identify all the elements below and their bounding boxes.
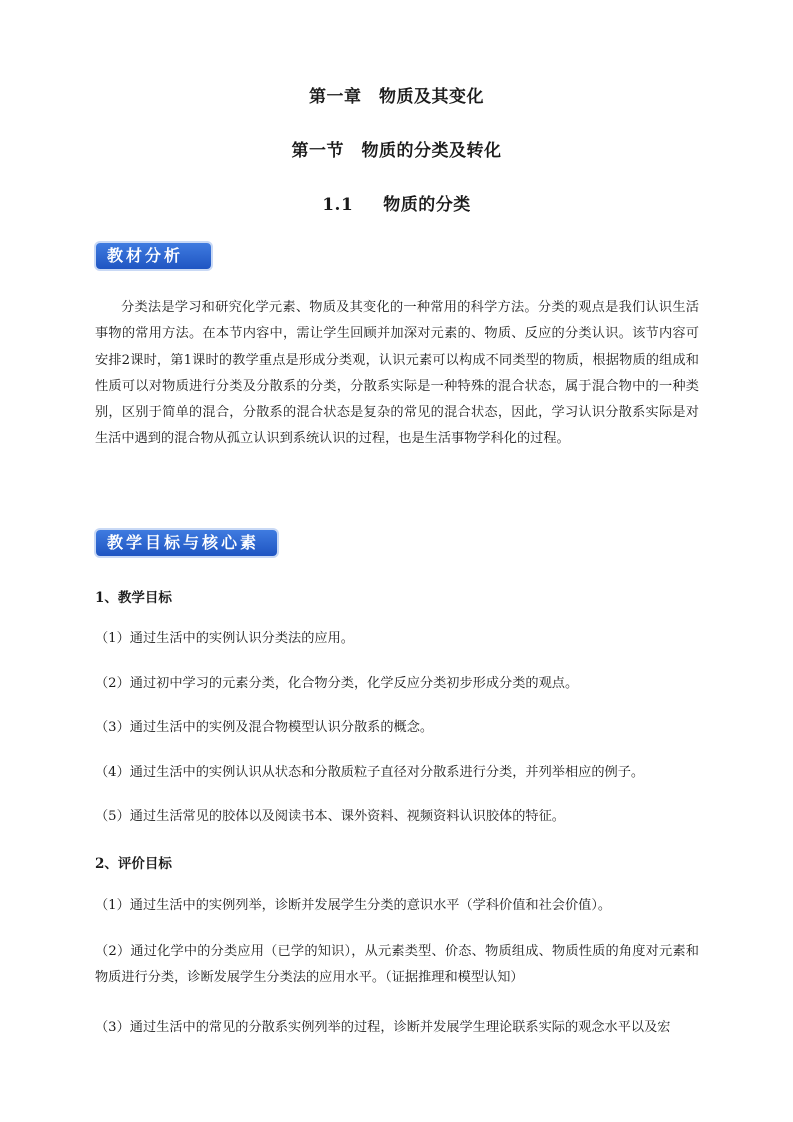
teaching-objective-item: （2）通过初中学习的元素分类，化合物分类，化学反应分类初步形成分类的观点。 [95,676,579,691]
lesson-title-line [0,190,793,215]
material-analysis-badge: 教材分析 [96,243,211,269]
teaching-objective-item: （3）通过生活中的实例及混合物模型认识分散系的概念。 [95,720,434,735]
lesson-number: 1.1 [322,195,354,215]
evaluation-objective-item: （3）通过生活中的常见的分散系实例列举的过程，诊断并发展学生理论联系实际的观念水平以及宏 [95,1020,671,1035]
teaching-objective-item: （5）通过生活常见的胶体以及阅读书本、课外资料、视频资料认识胶体的特征。 [95,809,565,824]
evaluation-objective-item: （2）通过化学中的分类应用（已学的知识），从元素类型、价态、物质组成、物质性质的角度对元素和物质进行分类，诊断发展学生分类法的应用水平。（证据推理和模型认知） [95,944,699,985]
teaching-objective-item: （1）通过生活中的实例认识分类法的应用。 [95,631,354,646]
teaching-objective-item: （4）通过生活中的实例认识从状态和分散质粒子直径对分散系进行分类，并列举相应的例子。 [95,765,645,780]
evaluation-objective-item: （1）通过生活中的实例列举，诊断并发展学生分类的意识水平（学科价值和社会价值）。 [95,898,612,913]
teaching-objectives-heading: 1、教学目标 [95,590,172,606]
objectives-badge: 教学目标与核心素养 [96,530,277,556]
section-title: 第一节 物质的分类及转化 [291,141,502,161]
material-analysis-paragraph: 分类法是学习和研究化学元素、物质及其变化的一种常用的科学方法。分类的观点是我们认识生活事物的常用方法。在本节内容中，需让学生回顾并加深对元素的、物质、反应的分类认识。该节内容可安排2课时，第1课时的教学重点是形成分类观，认识元素可以构成不同类型的物质，根据物质的组成和性质可以对物质进行分类及分散系的分类，分散系实际是一种特殊的混合状态，属于混合物中的一种类别，区别于简单的混合，分散系的混合状态是复杂的常见的混合状态，因此，学习认识分散系实际是对生活中遇到的混合物从孤立认识到系统认识的过程，也是生活事物学科化的过程。 [95,300,699,447]
lesson-title: 物质的分类 [383,195,471,215]
chapter-title: 第一章 物质及其变化 [309,87,484,107]
evaluation-objectives-heading: 2、评价目标 [95,856,172,872]
